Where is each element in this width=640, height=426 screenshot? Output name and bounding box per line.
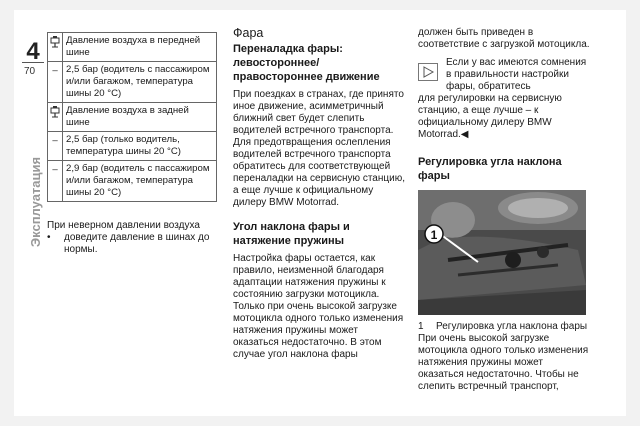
warning-note	[418, 57, 590, 93]
table-row	[48, 132, 217, 161]
table-cell: 2,9 бар (водитель с пассажиром и/или багажом, температура шины 20 °C)	[63, 161, 217, 202]
chapter-title	[27, 156, 43, 248]
paragraph: Для предотвращения ослепления водителей встречного транспорта обратитесь для соответствующей переналадки на сервисную станцию, а еще лучше к официальному дилеру BMW Motorrad.	[233, 137, 405, 208]
right-column	[418, 27, 590, 393]
table-cell: 2,5 бар (только водитель, температура шины 20 °C)	[63, 132, 217, 161]
paragraph: При очень высокой загрузке мотоцикла одного только изменения натяжения пружины может оказаться недостаточно. Чтобы не слепить встречный транспорт,	[418, 333, 589, 392]
caption-text: Регулировка угла наклона фары	[436, 321, 588, 332]
photo-caption	[418, 321, 590, 333]
end-mark-icon: ◀	[460, 129, 469, 140]
middle-column	[233, 27, 405, 361]
dash-icon: –	[48, 132, 63, 161]
paragraph: При поездках в странах, где принято иное движение, асимметричный ближний свет будет слепить водителей встречного транспорта.	[233, 89, 404, 136]
play-triangle-icon	[418, 57, 446, 93]
note-bullet	[47, 232, 222, 256]
section-heading: Фара	[233, 26, 264, 40]
page-number: 70	[24, 66, 36, 77]
tire-pressure-gauge-icon	[48, 33, 63, 62]
tire-pressure-table	[47, 32, 217, 202]
note-text: При неверном давлении воздуха	[47, 220, 200, 231]
chapter-number: 4	[26, 38, 40, 65]
table-cell: 2,5 бар (водитель с пассажиром и/или багажом, температура шины 20 °C)	[63, 62, 217, 103]
paragraph: должен быть приведен в соответствие с загрузкой мотоцикла.	[418, 27, 590, 50]
bullet-icon: •	[47, 232, 51, 243]
chapter-title-text: Эксплуатация	[27, 156, 43, 248]
chapter-divider	[22, 62, 44, 63]
table-row	[48, 161, 217, 202]
table-cell: Давление воздуха в передней шине	[63, 33, 217, 62]
warning-text-top: Если у вас имеются сомнения в правильности настройки фары, обратитесь	[446, 57, 587, 92]
subheading-adjustment: Регулировка угла наклона фары	[418, 156, 562, 182]
table-row	[48, 103, 217, 132]
photo-callout-number: 1	[430, 228, 438, 242]
table-row	[48, 33, 217, 62]
tire-pressure-gauge-icon	[48, 103, 63, 132]
headlight-adjuster-photo	[418, 190, 586, 315]
photo-illustration	[418, 190, 586, 315]
pressure-note	[47, 220, 222, 256]
bullet-text: доведите давление в шинах до нормы.	[64, 232, 210, 255]
dash-icon: –	[48, 161, 63, 202]
caption-number: 1	[418, 321, 424, 332]
warning-text-continued: для регулировки на сервисную станцию, а еще лучше – к официальному дилеру BMW Motorrad.	[418, 93, 562, 140]
table-cell: Давление воздуха в задней шине	[63, 103, 217, 132]
subheading-beam-switch: Переналадка фары: левостороннее/ правостороннее движение	[233, 43, 380, 83]
table-row	[48, 62, 217, 103]
warning-text-bottom	[418, 93, 590, 141]
subheading-headlight-angle: Угол наклона фары и натяжение пружины	[233, 221, 350, 247]
dash-icon: –	[48, 62, 63, 103]
paragraph: Настройка фары остается, как правило, неизменной благодаря адаптации натяжения пружины к состоянию загрузки мотоцикла. Только при очень высокой загрузке мотоцикла одного только изменения натяжения пружины может оказаться недостаточно. В этом случае угол наклона фары	[233, 253, 404, 360]
